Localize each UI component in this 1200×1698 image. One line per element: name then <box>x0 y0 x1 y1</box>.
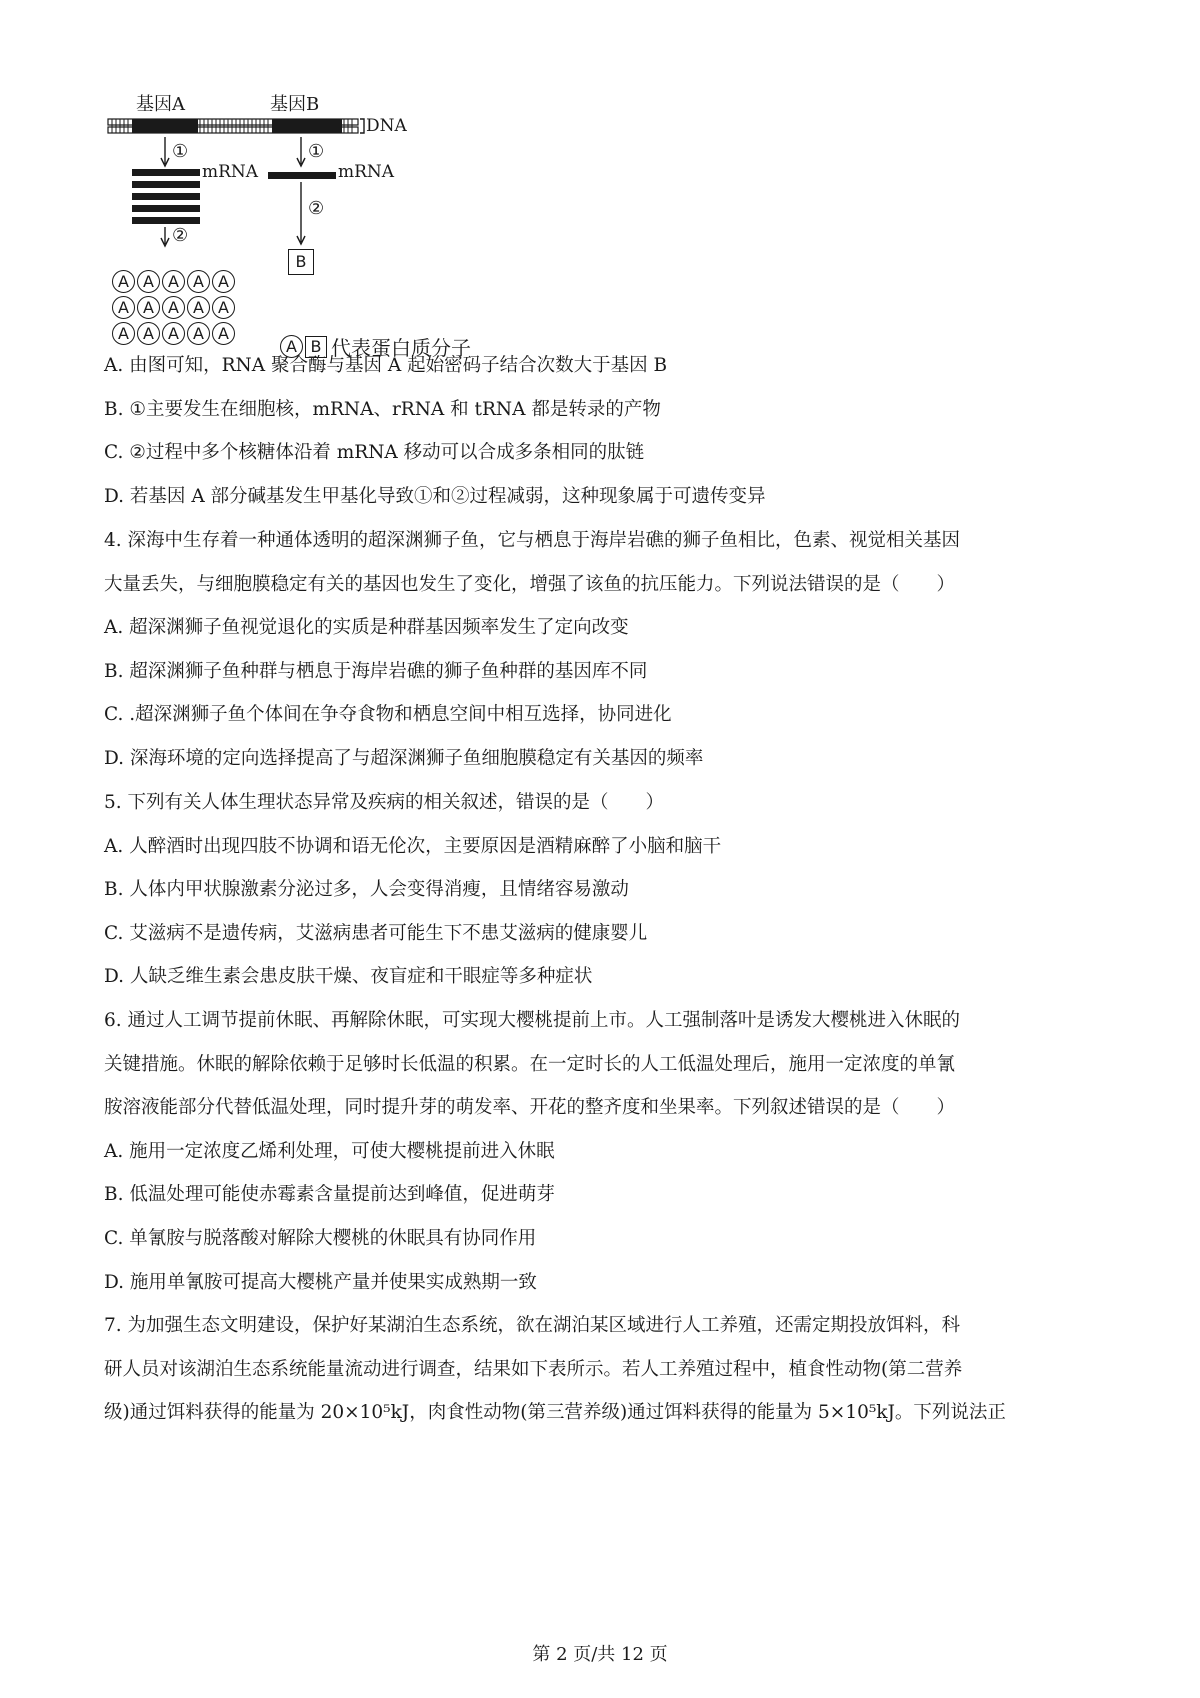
mrna-a-strand <box>132 217 200 224</box>
gene-expression-diagram <box>100 92 520 372</box>
option-4c: C. .超深渊狮子鱼个体间在争夺食物和栖息空间中相互选择，协同进化 <box>104 704 672 725</box>
dna-label: DNA <box>366 116 407 136</box>
protein-a-molecule: A <box>162 296 185 319</box>
step2-a-label: ② <box>172 225 189 246</box>
option-6a: A. 施用一定浓度乙烯利处理，可使大樱桃提前进入休眠 <box>104 1141 555 1162</box>
option-5c: C. 艾滋病不是遗传病，艾滋病患者可能生下不患艾滋病的健康婴儿 <box>104 923 648 944</box>
question-7-stem-cont: 研人员对该湖泊生态系统能量流动进行调查，结果如下表所示。若人工养殖过程中，植食性动物(第二营养 <box>104 1359 963 1380</box>
option-5d: D. 人缺乏维生素会患皮肤干燥、夜盲症和干眼症等多种症状 <box>104 966 593 987</box>
gene-b-region <box>272 119 342 133</box>
question-6-stem-cont: 胺溶液能部分代替低温处理，同时提升芽的萌发率、开花的整齐度和坐果率。下列叙述错误的是（ ） <box>104 1097 956 1118</box>
option-4d: D. 深海环境的定向选择提高了与超深渊狮子鱼细胞膜稳定有关基因的频率 <box>104 748 704 769</box>
question-6-stem-cont: 关键措施。休眠的解除依赖于足够时长低温的积累。在一定时长的人工低温处理后，施用一定浓度的单氰 <box>104 1054 956 1075</box>
option-4a: A. 超深渊狮子鱼视觉退化的实质是种群基因频率发生了定向改变 <box>104 617 629 638</box>
protein-a-molecule: A <box>187 296 210 319</box>
option-6d: D. 施用单氰胺可提高大樱桃产量并使果实成熟期一致 <box>104 1272 537 1293</box>
protein-a-molecule: A <box>187 322 210 345</box>
protein-a-molecule: A <box>137 322 160 345</box>
step2-b-label: ② <box>308 198 325 219</box>
question-6-stem: 6. 通过人工调节提前休眠、再解除休眠，可实现大樱桃提前上市。人工强制落叶是诱发大樱桃进入休眠的 <box>104 1010 961 1031</box>
legend-protein-a: A <box>280 335 303 358</box>
legend-protein-b: B <box>305 336 327 358</box>
protein-a-molecule: A <box>212 296 235 319</box>
question-7-stem-cont: 级)通过饵料获得的能量为 20×10⁵kJ，肉食性动物(第三营养级)通过饵料获得的能量为 5×10⁵kJ。下列说法正 <box>104 1402 1006 1423</box>
protein-b-molecule: B <box>288 249 314 275</box>
protein-a-molecule: A <box>112 322 135 345</box>
mrna-a-strand <box>132 169 200 176</box>
question-7-stem: 7. 为加强生态文明建设，保护好某湖泊生态系统，欲在湖泊某区域进行人工养殖，还需定期投放饵料，科 <box>104 1315 961 1336</box>
gene-b-label: 基因B <box>270 94 320 115</box>
mrna-a-label: mRNA <box>202 162 259 182</box>
question-4-stem: 4. 深海中生存着一种通体透明的超深渊狮子鱼，它与栖息于海岸岩礁的狮子鱼相比，色素、视觉相关基因 <box>104 530 961 551</box>
protein-a-molecule: A <box>162 270 185 293</box>
gene-a-region <box>132 119 198 133</box>
option-3b: B. ①主要发生在细胞核，mRNA、rRNA 和 tRNA 都是转录的产物 <box>104 399 661 420</box>
protein-a-molecule: A <box>112 270 135 293</box>
protein-a-molecule: A <box>112 296 135 319</box>
question-5-stem: 5. 下列有关人体生理状态异常及疾病的相关叙述，错误的是（ ） <box>104 792 665 813</box>
protein-a-grid <box>112 270 235 348</box>
option-6b: B. 低温处理可能使赤霉素含量提前达到峰值，促进萌芽 <box>104 1184 555 1205</box>
step1-a-label: ① <box>172 141 189 162</box>
option-4b: B. 超深渊狮子鱼种群与栖息于海岸岩礁的狮子鱼种群的基因库不同 <box>104 661 648 682</box>
question-4-stem-cont: 大量丢失，与细胞膜稳定有关的基因也发生了变化，增强了该鱼的抗压能力。下列说法错误的是（ ） <box>104 574 956 595</box>
option-3a: A. 由图可知，RNA 聚合酶与基因 A 起始密码子结合次数大于基因 B <box>104 355 668 376</box>
page-footer: 第 2 页/共 12 页 <box>532 1644 668 1665</box>
option-3c: C. ②过程中多个核糖体沿着 mRNA 移动可以合成多条相同的肽链 <box>104 442 645 463</box>
protein-a-molecule: A <box>212 270 235 293</box>
option-3d: D. 若基因 A 部分碱基发生甲基化导致①和②过程减弱，这种现象属于可遗传变异 <box>104 486 766 507</box>
dna-bracket <box>360 119 364 133</box>
protein-a-molecule: A <box>162 322 185 345</box>
protein-a-molecule: A <box>137 296 160 319</box>
legend-text: 代表蛋白质分子 <box>331 336 471 360</box>
mrna-b-strand <box>268 172 336 179</box>
option-5a: A. 人醉酒时出现四肢不协调和语无伦次，主要原因是酒精麻醉了小脑和脑干 <box>104 836 722 857</box>
option-6c: C. 单氰胺与脱落酸对解除大樱桃的休眠具有协同作用 <box>104 1228 537 1249</box>
mrna-b-label: mRNA <box>338 162 395 182</box>
protein-a-molecule: A <box>212 322 235 345</box>
gene-a-label: 基因A <box>136 94 185 115</box>
option-5b: B. 人体内甲状腺激素分泌过多，人会变得消瘦，且情绪容易激动 <box>104 879 629 900</box>
mrna-a-strand <box>132 181 200 188</box>
mrna-a-strand <box>132 205 200 212</box>
mrna-a-strand <box>132 193 200 200</box>
step1-b-label: ① <box>308 141 325 162</box>
protein-a-molecule: A <box>187 270 210 293</box>
protein-a-molecule: A <box>137 270 160 293</box>
